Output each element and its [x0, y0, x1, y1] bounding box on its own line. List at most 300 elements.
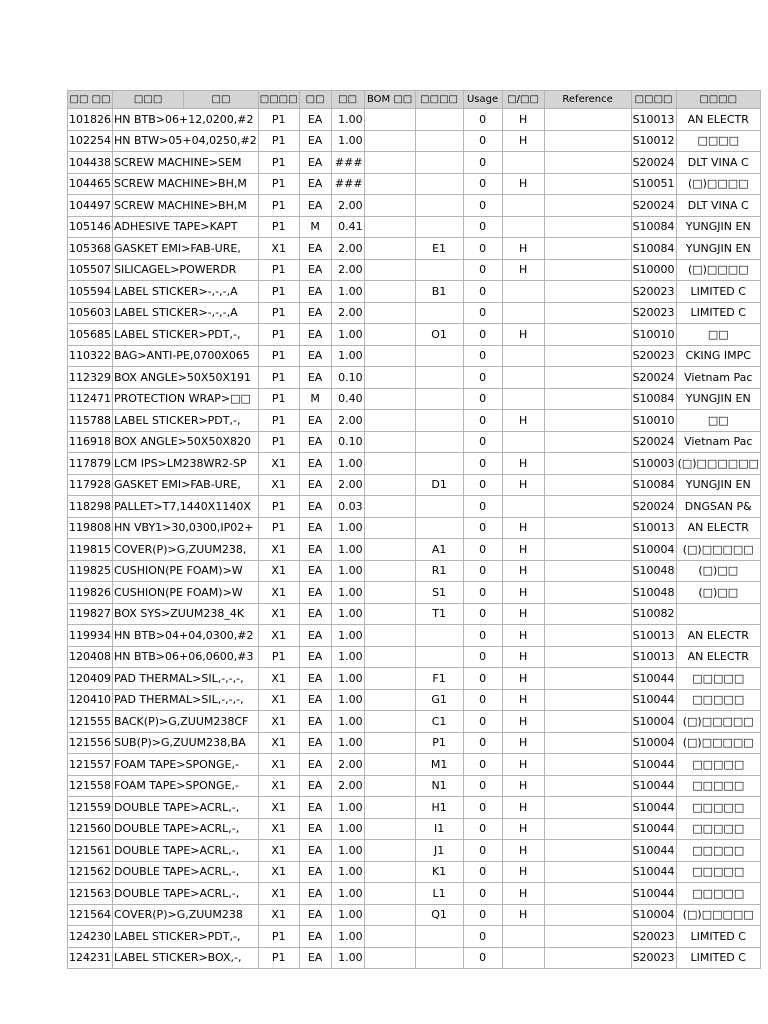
- table-cell[interactable]: EA: [299, 302, 331, 324]
- table-cell[interactable]: (□)□□□□□: [676, 539, 760, 561]
- table-cell[interactable]: [364, 818, 415, 840]
- table-cell[interactable]: BACK(P)>G,ZUUM238CF: [113, 711, 259, 733]
- table-cell[interactable]: EA: [299, 367, 331, 389]
- table-cell[interactable]: S10013: [631, 517, 676, 539]
- table-cell[interactable]: [544, 711, 631, 733]
- table-cell[interactable]: H: [502, 668, 544, 690]
- table-cell[interactable]: YUNGJIN EN: [676, 216, 760, 238]
- table-cell[interactable]: LIMITED C: [676, 926, 760, 948]
- table-cell[interactable]: [364, 216, 415, 238]
- table-cell[interactable]: BOX ANGLE>50X50X191: [113, 367, 259, 389]
- table-cell[interactable]: S20023: [631, 281, 676, 303]
- table-cell[interactable]: H: [502, 539, 544, 561]
- table-cell[interactable]: (□)□□□□: [676, 259, 760, 281]
- table-cell[interactable]: 1.00: [331, 109, 364, 131]
- table-cell[interactable]: EA: [299, 883, 331, 905]
- table-cell[interactable]: [415, 302, 463, 324]
- table-cell[interactable]: 120408: [68, 646, 113, 668]
- table-cell[interactable]: 119808: [68, 517, 113, 539]
- table-cell[interactable]: 1.00: [331, 904, 364, 926]
- table-cell[interactable]: [415, 130, 463, 152]
- table-row[interactable]: [68, 517, 761, 539]
- table-cell[interactable]: [415, 152, 463, 174]
- column-header[interactable]: □□: [184, 91, 259, 109]
- table-cell[interactable]: [364, 431, 415, 453]
- table-cell[interactable]: 1.00: [331, 797, 364, 819]
- table-cell[interactable]: [364, 603, 415, 625]
- table-cell[interactable]: [544, 367, 631, 389]
- table-cell[interactable]: X1: [258, 689, 299, 711]
- table-cell[interactable]: 0: [463, 646, 502, 668]
- table-row[interactable]: [68, 603, 761, 625]
- table-cell[interactable]: 0: [463, 388, 502, 410]
- table-cell[interactable]: X1: [258, 474, 299, 496]
- table-cell[interactable]: S20024: [631, 152, 676, 174]
- table-row[interactable]: [68, 539, 761, 561]
- table-cell[interactable]: 0: [463, 625, 502, 647]
- table-cell[interactable]: EA: [299, 130, 331, 152]
- table-cell[interactable]: [544, 388, 631, 410]
- table-cell[interactable]: EA: [299, 109, 331, 131]
- column-header[interactable]: □□: [299, 91, 331, 109]
- table-cell[interactable]: EA: [299, 496, 331, 518]
- table-cell[interactable]: H: [502, 818, 544, 840]
- table-cell[interactable]: EA: [299, 797, 331, 819]
- column-header[interactable]: □□: [331, 91, 364, 109]
- table-cell[interactable]: S20023: [631, 926, 676, 948]
- table-cell[interactable]: ###: [331, 152, 364, 174]
- table-cell[interactable]: SUB(P)>G,ZUUM238,BA: [113, 732, 259, 754]
- table-cell[interactable]: [364, 947, 415, 969]
- table-cell[interactable]: H: [502, 130, 544, 152]
- table-cell[interactable]: 0: [463, 560, 502, 582]
- table-cell[interactable]: 0: [463, 818, 502, 840]
- table-cell[interactable]: P1: [258, 646, 299, 668]
- table-cell[interactable]: [544, 281, 631, 303]
- table-cell[interactable]: 0: [463, 883, 502, 905]
- table-cell[interactable]: P1: [258, 195, 299, 217]
- table-cell[interactable]: 1.00: [331, 517, 364, 539]
- table-cell[interactable]: X1: [258, 775, 299, 797]
- table-row[interactable]: [68, 216, 761, 238]
- table-cell[interactable]: [502, 195, 544, 217]
- table-cell[interactable]: S10084: [631, 388, 676, 410]
- column-header[interactable]: □□□: [113, 91, 184, 109]
- table-cell[interactable]: [544, 603, 631, 625]
- table-cell[interactable]: H: [502, 861, 544, 883]
- table-cell[interactable]: EA: [299, 904, 331, 926]
- table-cell[interactable]: DNGSAN P&: [676, 496, 760, 518]
- table-row[interactable]: [68, 302, 761, 324]
- table-cell[interactable]: DOUBLE TAPE>ACRL,-,: [113, 883, 259, 905]
- table-cell[interactable]: [364, 668, 415, 690]
- table-row[interactable]: [68, 259, 761, 281]
- table-cell[interactable]: [364, 453, 415, 475]
- table-cell[interactable]: EA: [299, 603, 331, 625]
- table-cell[interactable]: LCM IPS>LM238WR2-SP: [113, 453, 259, 475]
- table-cell[interactable]: 105685: [68, 324, 113, 346]
- table-cell[interactable]: H: [502, 732, 544, 754]
- table-cell[interactable]: I1: [415, 818, 463, 840]
- table-cell[interactable]: 105146: [68, 216, 113, 238]
- table-cell[interactable]: COVER(P)>G,ZUUM238: [113, 904, 259, 926]
- table-cell[interactable]: [415, 259, 463, 281]
- table-cell[interactable]: 119815: [68, 539, 113, 561]
- table-row[interactable]: [68, 173, 761, 195]
- table-cell[interactable]: 0: [463, 668, 502, 690]
- table-cell[interactable]: T1: [415, 603, 463, 625]
- table-cell[interactable]: YUNGJIN EN: [676, 238, 760, 260]
- table-cell[interactable]: [502, 152, 544, 174]
- table-cell[interactable]: SILICAGEL>POWERDR: [113, 259, 259, 281]
- table-cell[interactable]: [544, 324, 631, 346]
- table-cell[interactable]: 0: [463, 324, 502, 346]
- table-cell[interactable]: 1.00: [331, 668, 364, 690]
- column-header[interactable]: Reference: [544, 91, 631, 109]
- table-cell[interactable]: P1: [258, 281, 299, 303]
- table-cell[interactable]: [415, 646, 463, 668]
- table-cell[interactable]: 121560: [68, 818, 113, 840]
- table-cell[interactable]: 0: [463, 216, 502, 238]
- table-cell[interactable]: H: [502, 410, 544, 432]
- table-cell[interactable]: 121555: [68, 711, 113, 733]
- table-cell[interactable]: [364, 883, 415, 905]
- table-cell[interactable]: 0: [463, 689, 502, 711]
- table-cell[interactable]: DOUBLE TAPE>ACRL,-,: [113, 861, 259, 883]
- table-cell[interactable]: H: [502, 711, 544, 733]
- table-cell[interactable]: H: [502, 603, 544, 625]
- column-header[interactable]: BOM □□: [364, 91, 415, 109]
- table-cell[interactable]: ###: [331, 173, 364, 195]
- table-cell[interactable]: 1.00: [331, 732, 364, 754]
- table-cell[interactable]: LABEL STICKER>-,-,-,A: [113, 281, 259, 303]
- table-cell[interactable]: □□□□: [676, 130, 760, 152]
- table-cell[interactable]: 112329: [68, 367, 113, 389]
- table-cell[interactable]: □□□□□: [676, 689, 760, 711]
- table-cell[interactable]: X1: [258, 238, 299, 260]
- table-cell[interactable]: 1.00: [331, 689, 364, 711]
- table-cell[interactable]: H: [502, 324, 544, 346]
- table-cell[interactable]: (□)□□□□: [676, 173, 760, 195]
- table-cell[interactable]: H: [502, 754, 544, 776]
- table-cell[interactable]: 0: [463, 775, 502, 797]
- table-cell[interactable]: [544, 259, 631, 281]
- table-cell[interactable]: HN BTB>04+04,0300,#2: [113, 625, 259, 647]
- table-cell[interactable]: 1.00: [331, 453, 364, 475]
- table-cell[interactable]: 0: [463, 582, 502, 604]
- table-cell[interactable]: X1: [258, 668, 299, 690]
- table-cell[interactable]: (□)□□: [676, 560, 760, 582]
- table-cell[interactable]: 0: [463, 474, 502, 496]
- table-cell[interactable]: LABEL STICKER>BOX,-,: [113, 947, 259, 969]
- table-cell[interactable]: P1: [258, 431, 299, 453]
- table-cell[interactable]: HN BTW>05+04,0250,#2: [113, 130, 259, 152]
- table-cell[interactable]: PROTECTION WRAP>□□: [113, 388, 259, 410]
- table-cell[interactable]: 0: [463, 496, 502, 518]
- table-cell[interactable]: H: [502, 840, 544, 862]
- table-cell[interactable]: S10044: [631, 775, 676, 797]
- table-cell[interactable]: EA: [299, 474, 331, 496]
- table-cell[interactable]: P1: [258, 152, 299, 174]
- table-cell[interactable]: CKING IMPC: [676, 345, 760, 367]
- table-cell[interactable]: 0.03: [331, 496, 364, 518]
- table-cell[interactable]: EA: [299, 517, 331, 539]
- table-cell[interactable]: [415, 367, 463, 389]
- table-cell[interactable]: S10012: [631, 130, 676, 152]
- table-row[interactable]: [68, 754, 761, 776]
- table-cell[interactable]: [544, 216, 631, 238]
- table-cell[interactable]: (□)□□□□□: [676, 732, 760, 754]
- table-row[interactable]: [68, 560, 761, 582]
- table-cell[interactable]: AN ELECTR: [676, 625, 760, 647]
- table-cell[interactable]: [364, 152, 415, 174]
- table-cell[interactable]: [415, 625, 463, 647]
- table-cell[interactable]: H: [502, 797, 544, 819]
- table-row[interactable]: [68, 775, 761, 797]
- table-cell[interactable]: S10004: [631, 732, 676, 754]
- table-cell[interactable]: [364, 496, 415, 518]
- table-cell[interactable]: [544, 195, 631, 217]
- table-cell[interactable]: [364, 625, 415, 647]
- table-cell[interactable]: 105507: [68, 259, 113, 281]
- table-cell[interactable]: 0: [463, 947, 502, 969]
- table-cell[interactable]: [544, 926, 631, 948]
- table-cell[interactable]: P1: [258, 345, 299, 367]
- table-cell[interactable]: EA: [299, 646, 331, 668]
- table-cell[interactable]: COVER(P)>G,ZUUM238,: [113, 539, 259, 561]
- table-cell[interactable]: [364, 646, 415, 668]
- table-cell[interactable]: [364, 539, 415, 561]
- table-cell[interactable]: SCREW MACHINE>SEM: [113, 152, 259, 174]
- table-cell[interactable]: [544, 625, 631, 647]
- table-row[interactable]: [68, 410, 761, 432]
- table-cell[interactable]: X1: [258, 603, 299, 625]
- table-cell[interactable]: 0: [463, 453, 502, 475]
- table-cell[interactable]: Vietnam Pac: [676, 367, 760, 389]
- table-cell[interactable]: L1: [415, 883, 463, 905]
- table-cell[interactable]: G1: [415, 689, 463, 711]
- table-cell[interactable]: 104465: [68, 173, 113, 195]
- table-cell[interactable]: 0: [463, 539, 502, 561]
- table-cell[interactable]: 121563: [68, 883, 113, 905]
- table-cell[interactable]: [544, 883, 631, 905]
- table-cell[interactable]: [502, 367, 544, 389]
- table-cell[interactable]: [364, 732, 415, 754]
- table-cell[interactable]: P1: [258, 367, 299, 389]
- table-cell[interactable]: HN BTB>06+06,0600,#3: [113, 646, 259, 668]
- table-cell[interactable]: YUNGJIN EN: [676, 474, 760, 496]
- table-cell[interactable]: [544, 668, 631, 690]
- column-header[interactable]: □□ □□: [68, 91, 113, 109]
- table-cell[interactable]: 115788: [68, 410, 113, 432]
- table-cell[interactable]: S10010: [631, 410, 676, 432]
- table-cell[interactable]: X1: [258, 582, 299, 604]
- table-cell[interactable]: S10004: [631, 539, 676, 561]
- table-cell[interactable]: □□□□□: [676, 668, 760, 690]
- table-cell[interactable]: [415, 109, 463, 131]
- table-cell[interactable]: E1: [415, 238, 463, 260]
- table-cell[interactable]: S20024: [631, 195, 676, 217]
- table-cell[interactable]: PALLET>T7,1440X1140X: [113, 496, 259, 518]
- table-cell[interactable]: [415, 195, 463, 217]
- table-cell[interactable]: [415, 410, 463, 432]
- table-cell[interactable]: S10003: [631, 453, 676, 475]
- table-cell[interactable]: EA: [299, 818, 331, 840]
- table-cell[interactable]: 2.00: [331, 775, 364, 797]
- table-cell[interactable]: [364, 754, 415, 776]
- table-cell[interactable]: LABEL STICKER>PDT,-,: [113, 410, 259, 432]
- table-cell[interactable]: (□)□□□□□: [676, 711, 760, 733]
- table-cell[interactable]: [544, 517, 631, 539]
- table-cell[interactable]: 0.40: [331, 388, 364, 410]
- table-cell[interactable]: EA: [299, 689, 331, 711]
- table-row[interactable]: [68, 646, 761, 668]
- table-cell[interactable]: LIMITED C: [676, 281, 760, 303]
- table-cell[interactable]: H: [502, 453, 544, 475]
- table-cell[interactable]: X1: [258, 883, 299, 905]
- table-row[interactable]: [68, 732, 761, 754]
- table-cell[interactable]: 124231: [68, 947, 113, 969]
- table-cell[interactable]: 0: [463, 904, 502, 926]
- table-cell[interactable]: [544, 775, 631, 797]
- table-cell[interactable]: F1: [415, 668, 463, 690]
- table-cell[interactable]: H: [502, 238, 544, 260]
- table-cell[interactable]: EA: [299, 281, 331, 303]
- table-row[interactable]: [68, 883, 761, 905]
- table-cell[interactable]: H: [502, 173, 544, 195]
- table-cell[interactable]: 104497: [68, 195, 113, 217]
- table-cell[interactable]: S10000: [631, 259, 676, 281]
- table-cell[interactable]: 2.00: [331, 754, 364, 776]
- table-row[interactable]: [68, 861, 761, 883]
- table-cell[interactable]: EA: [299, 195, 331, 217]
- table-cell[interactable]: [364, 711, 415, 733]
- table-cell[interactable]: 0: [463, 367, 502, 389]
- table-cell[interactable]: EA: [299, 453, 331, 475]
- table-cell[interactable]: [364, 281, 415, 303]
- table-cell[interactable]: LABEL STICKER>PDT,-,: [113, 324, 259, 346]
- table-cell[interactable]: 1.00: [331, 625, 364, 647]
- table-cell[interactable]: H: [502, 904, 544, 926]
- table-cell[interactable]: DOUBLE TAPE>ACRL,-,: [113, 797, 259, 819]
- table-cell[interactable]: D1: [415, 474, 463, 496]
- table-cell[interactable]: (□)□□□□□□: [676, 453, 760, 475]
- table-cell[interactable]: 0: [463, 259, 502, 281]
- column-header[interactable]: Usage: [463, 91, 502, 109]
- table-cell[interactable]: [544, 754, 631, 776]
- table-cell[interactable]: 0: [463, 431, 502, 453]
- table-cell[interactable]: 1.00: [331, 861, 364, 883]
- table-cell[interactable]: EA: [299, 539, 331, 561]
- table-cell[interactable]: 0.10: [331, 367, 364, 389]
- table-cell[interactable]: 0: [463, 195, 502, 217]
- table-cell[interactable]: 121562: [68, 861, 113, 883]
- table-cell[interactable]: 0: [463, 109, 502, 131]
- table-cell[interactable]: X1: [258, 754, 299, 776]
- table-cell[interactable]: 1.00: [331, 818, 364, 840]
- table-cell[interactable]: HN VBY1>30,0300,IP02+: [113, 517, 259, 539]
- table-cell[interactable]: [364, 775, 415, 797]
- table-cell[interactable]: [364, 302, 415, 324]
- table-cell[interactable]: P1: [258, 324, 299, 346]
- table-cell[interactable]: P1: [258, 947, 299, 969]
- table-cell[interactable]: P1: [258, 410, 299, 432]
- table-cell[interactable]: X1: [258, 453, 299, 475]
- table-cell[interactable]: P1: [258, 130, 299, 152]
- table-cell[interactable]: 117879: [68, 453, 113, 475]
- table-cell[interactable]: SCREW MACHINE>BH,M: [113, 173, 259, 195]
- table-cell[interactable]: S10082: [631, 603, 676, 625]
- table-cell[interactable]: EA: [299, 173, 331, 195]
- table-cell[interactable]: AN ELECTR: [676, 109, 760, 131]
- table-cell[interactable]: C1: [415, 711, 463, 733]
- table-cell[interactable]: [502, 496, 544, 518]
- table-cell[interactable]: S10010: [631, 324, 676, 346]
- table-cell[interactable]: P1: [258, 496, 299, 518]
- table-row[interactable]: [68, 947, 761, 969]
- table-row[interactable]: [68, 367, 761, 389]
- table-row[interactable]: [68, 926, 761, 948]
- table-cell[interactable]: [544, 646, 631, 668]
- table-cell[interactable]: EA: [299, 152, 331, 174]
- table-cell[interactable]: [364, 410, 415, 432]
- table-row[interactable]: [68, 195, 761, 217]
- table-cell[interactable]: 2.00: [331, 302, 364, 324]
- table-cell[interactable]: [502, 302, 544, 324]
- table-cell[interactable]: 1.00: [331, 345, 364, 367]
- table-cell[interactable]: [415, 453, 463, 475]
- table-cell[interactable]: H: [502, 883, 544, 905]
- table-cell[interactable]: H: [502, 582, 544, 604]
- table-cell[interactable]: P1: [258, 517, 299, 539]
- table-cell[interactable]: P1: [415, 732, 463, 754]
- table-cell[interactable]: S1: [415, 582, 463, 604]
- table-cell[interactable]: 0: [463, 732, 502, 754]
- table-cell[interactable]: 119934: [68, 625, 113, 647]
- table-cell[interactable]: [544, 474, 631, 496]
- table-cell[interactable]: [544, 496, 631, 518]
- table-cell[interactable]: H: [502, 775, 544, 797]
- table-cell[interactable]: H: [502, 474, 544, 496]
- table-row[interactable]: [68, 689, 761, 711]
- table-cell[interactable]: YUNGJIN EN: [676, 388, 760, 410]
- table-cell[interactable]: [502, 431, 544, 453]
- table-cell[interactable]: [364, 840, 415, 862]
- table-cell[interactable]: 0: [463, 754, 502, 776]
- table-cell[interactable]: 0: [463, 603, 502, 625]
- table-cell[interactable]: H: [502, 625, 544, 647]
- table-cell[interactable]: [415, 926, 463, 948]
- table-cell[interactable]: CUSHION(PE FOAM)>W: [113, 582, 259, 604]
- table-cell[interactable]: □□□□□: [676, 883, 760, 905]
- table-cell[interactable]: H: [502, 560, 544, 582]
- table-cell[interactable]: M: [299, 216, 331, 238]
- table-cell[interactable]: 0: [463, 238, 502, 260]
- table-cell[interactable]: 1.00: [331, 711, 364, 733]
- table-cell[interactable]: 1.00: [331, 646, 364, 668]
- table-cell[interactable]: [676, 603, 760, 625]
- table-cell[interactable]: [544, 861, 631, 883]
- table-cell[interactable]: EA: [299, 410, 331, 432]
- table-cell[interactable]: [544, 582, 631, 604]
- table-cell[interactable]: 121558: [68, 775, 113, 797]
- table-cell[interactable]: 0: [463, 130, 502, 152]
- table-cell[interactable]: [544, 947, 631, 969]
- table-cell[interactable]: S20024: [631, 431, 676, 453]
- table-cell[interactable]: 124230: [68, 926, 113, 948]
- table-cell[interactable]: S10013: [631, 625, 676, 647]
- table-cell[interactable]: [364, 689, 415, 711]
